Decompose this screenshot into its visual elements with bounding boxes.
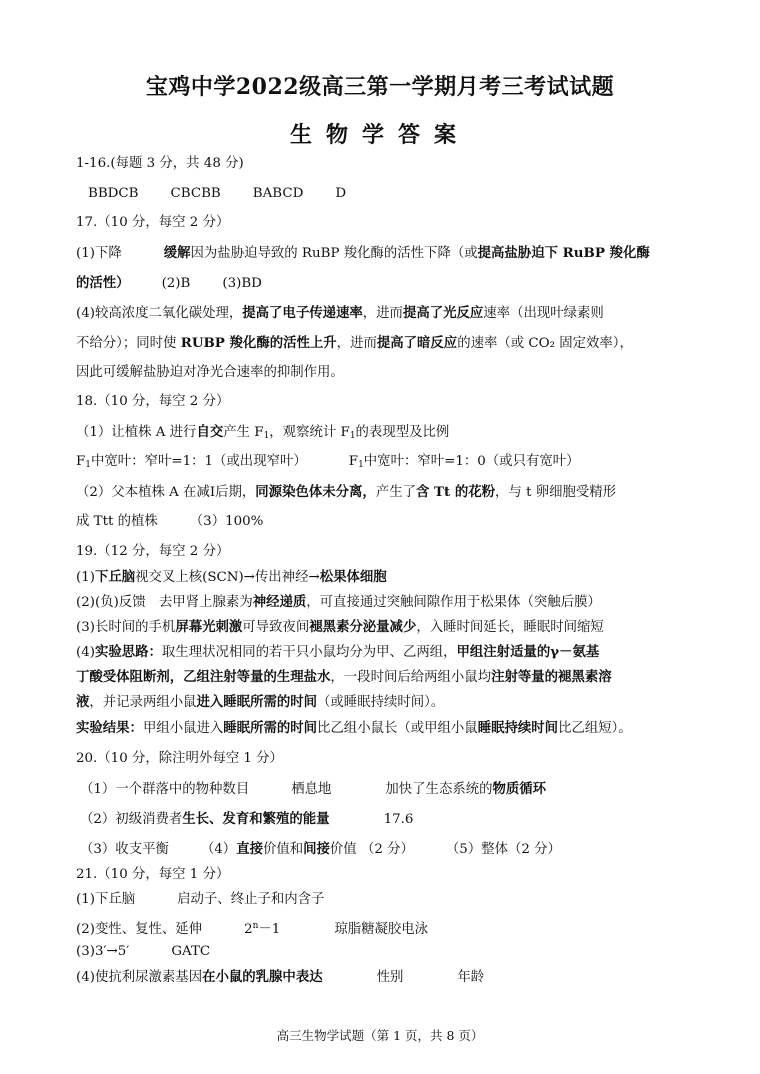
q18-line-4: 成 Ttt 的植株 （3）100% bbox=[76, 514, 264, 529]
q21-heading: 21.（10 分，每空 1 分） bbox=[76, 867, 230, 882]
q21-line-3: (3)3′→5′ GATC bbox=[76, 944, 211, 959]
q1-16-heading: 1-16.(每题 3 分，共 48 分) bbox=[76, 156, 244, 171]
answer-group-4: D bbox=[335, 186, 347, 201]
q19-line-7: 实验结果：甲组小鼠进入睡眠所需的时间比乙组小鼠长（或甲组小鼠睡眠持续时间比乙组短）。 bbox=[76, 720, 632, 736]
answer-group-2: CBCBB bbox=[170, 186, 221, 201]
q19-line-3: (3)长时间的手机屏幕光刺激可导致夜间褪黑素分泌量减少，入睡时间延长，睡眠时间缩短 bbox=[76, 619, 604, 635]
q20-line-3: （3）收支平衡 （4）直接价值和间接价值 （2 分） （5）整体（2 分） bbox=[80, 841, 561, 857]
q20-heading: 20.（10 分，除注明外每空 1 分） bbox=[76, 751, 283, 766]
q19-heading: 19.（12 分，每空 2 分） bbox=[76, 544, 230, 559]
q18-line-2: $F_1$中宽叶：窄叶=1：1（或出现窄叶） $F_1$中宽叶：窄叶=1：0（或只有宽叶） bbox=[76, 454, 580, 470]
q19-line-2: (2)(负)反馈 去甲肾上腺素为神经递质，可直接通过突触间隙作用于松果体（突触后膜） bbox=[76, 594, 601, 610]
q19-line-6: 液，并记录两组小鼠进入睡眠所需的时间（或睡眠持续时间）。 bbox=[76, 694, 445, 710]
q1-16-answers bbox=[88, 185, 728, 203]
q19-line-1: (1)下丘脑视交叉上核(SCN)→传出神经→松果体细胞 bbox=[76, 569, 387, 585]
q17-line-1: (1)下降 缓解因为盐胁迫导致的 RuBP 羧化酶的活性下降（或提高盐胁迫下 RuBP 羧化酶 bbox=[76, 245, 650, 261]
page-subtitle: 生物学答案 bbox=[289, 122, 470, 148]
page-title: 宝鸡中学2022级高三第一学期月考三考试试题 bbox=[145, 74, 615, 100]
q17-line-4: 不给分）；同时使 RUBP 羧化酶的活性上升，进而提高了暗反应的速率（或 CO₂ 固定效率）， bbox=[76, 335, 633, 351]
q17-line-3: (4)较高浓度二氧化碳处理，提高了电子传递速率，进而提高了光反应速率（出现叶绿素则 bbox=[76, 305, 604, 321]
q17-line-5: 因此可缓解盐胁迫对净光合速率的抑制作用。 bbox=[76, 365, 344, 380]
q18-line-3: （2）父本植株 A 在减Ⅰ后期，同源染色体未分离，产生了含 Tt 的花粉，与 t 卵细胞受精形 bbox=[76, 484, 617, 500]
q18-line-1: （1）让植株 A 进行自交产生 $F_1$，观察统计 $F_1$的表现型及比例 bbox=[76, 424, 450, 441]
q20-line-2: （2）初级消费者生长、发育和繁殖的能量 17.6 bbox=[80, 811, 414, 827]
q17-heading: 17.（10 分，每空 2 分） bbox=[76, 215, 230, 230]
q20-line-1: （1）一个群落中的物种数目 栖息地 加快了生态系统的物质循环 bbox=[80, 781, 547, 797]
answer-group-1: BBDCB bbox=[88, 186, 139, 201]
answer-group-3: BABCD bbox=[252, 186, 304, 201]
page-footer: 高三生物学试题（第 1 页，共 8 页） bbox=[276, 1028, 484, 1043]
q19-line-4: (4)实验思路：取生理状况相同的若干只小鼠均分为甲、乙两组，甲组注射适量的γ－氨基 bbox=[76, 644, 600, 660]
q18-heading: 18.（10 分，每空 2 分） bbox=[76, 394, 230, 409]
q21-line-2: (2)变性、复性、延伸 $2^n-1$ 琼脂糖凝胶电泳 bbox=[76, 921, 429, 937]
q21-line-4: (4)使抗利尿激素基因在小鼠的乳腺中表达 性别 年龄 bbox=[76, 969, 485, 985]
q19-line-5: 丁酸受体阻断剂，乙组注射等量的生理盐水，一段时间后给两组小鼠均注射等量的褪黑素溶 bbox=[76, 669, 612, 685]
q17-line-2: 的活性） (2)B (3)BD bbox=[76, 275, 262, 291]
q21-line-1: (1)下丘脑 启动子、终止子和内含子 bbox=[76, 892, 325, 907]
